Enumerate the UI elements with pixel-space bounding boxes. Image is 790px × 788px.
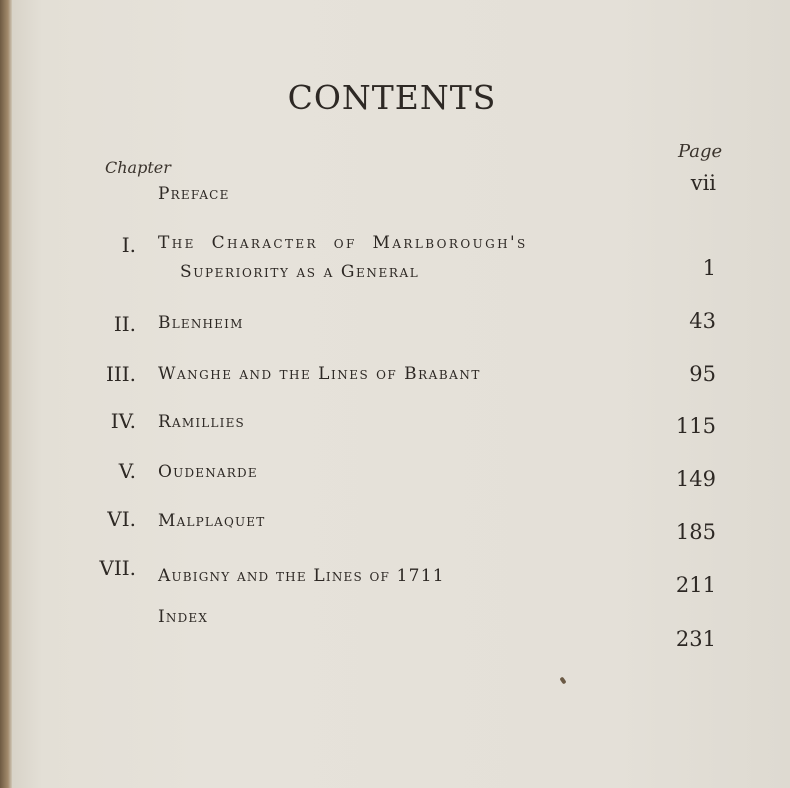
entry-page: 211 <box>675 573 716 597</box>
entry-title: Aubigny and the Lines of 1711 <box>158 566 445 586</box>
entry-title-line2: Superiority as a General <box>180 262 420 282</box>
entry-page-preface: vii <box>690 171 716 195</box>
entry-title-line1: The Character of Marlborough's <box>158 233 528 253</box>
entry-page: 149 <box>675 467 716 491</box>
chapter-number: VI. <box>107 507 136 531</box>
entry-title: Ramillies <box>158 412 245 432</box>
entry-title: Wanghe and the Lines of Brabant <box>158 364 481 384</box>
chapter-number: VII. <box>99 556 136 580</box>
page-title: CONTENTS <box>287 78 497 117</box>
entry-title: Malplaquet <box>158 511 266 531</box>
page-column-label: Page <box>678 141 723 162</box>
entry-page: 1 <box>702 256 716 280</box>
entry-page: 43 <box>689 309 716 333</box>
entry-page: 115 <box>675 414 716 438</box>
entry-title-preface: Preface <box>158 184 230 204</box>
chapter-number: I. <box>121 233 136 257</box>
entry-page: 95 <box>689 362 716 386</box>
entry-title-index: Index <box>158 607 209 627</box>
paper-speck <box>559 676 566 684</box>
book-page <box>12 0 790 788</box>
entry-title: Blenheim <box>158 313 244 333</box>
book-spine <box>0 0 12 788</box>
entry-page: 185 <box>675 520 716 544</box>
chapter-number: V. <box>118 459 136 483</box>
chapter-number: IV. <box>110 409 136 433</box>
chapter-number: II. <box>113 312 136 336</box>
entry-page-index: 231 <box>675 627 716 651</box>
entry-title: Oudenarde <box>158 462 258 482</box>
chapter-number: III. <box>105 362 136 386</box>
chapter-column-label: Chapter <box>105 158 171 177</box>
